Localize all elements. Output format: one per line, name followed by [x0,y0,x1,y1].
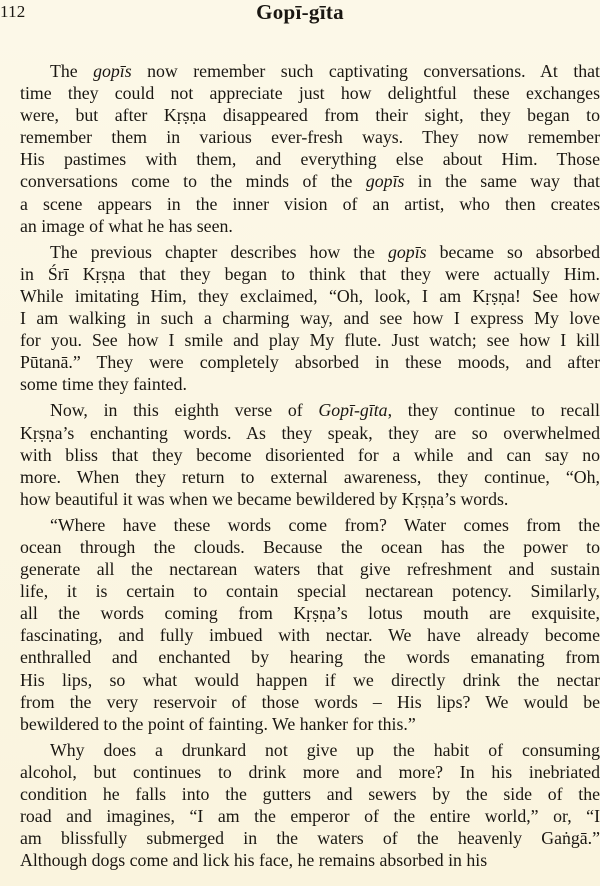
text-line: While imitating Him, they exclaimed, “Oh, look, I am Kṛṣṇa! See how [20,285,600,306]
text-line: road and imagines, “I am the emperor of the entire world,” or, “I [20,806,600,827]
text-line: Why does a drunkard not give up the habit of consuming [50,739,600,760]
text-line: Now, in this eighth verse of Gopī-gīta, they continue to recall [50,400,600,421]
paragraph [20,60,600,237]
paragraph [20,399,600,509]
text-line: in Śrī Kṛṣṇa that they began to think that they were actually Him. [20,263,600,284]
text-line: ocean through the clouds. Because the ocean has the power to [20,536,600,557]
text-line: were, but after Kṛṣṇa disappeared from their sight, they began to [20,105,600,126]
text-line: condition he falls into the gutters and sewers by the side of the [20,784,600,804]
page-header [0,2,600,26]
text-line: more. When they return to external awareness, they continue, “Oh, [20,466,600,487]
text-line: remember them in various ever-fresh ways. They now remember [20,127,600,148]
text-line: how beautiful it was when we became bewildered by Kṛṣṇa’s words. [20,488,509,509]
text-line: His pastimes with them, and everything else about Him. Those [20,149,600,170]
text-line: Pūtanā.” They were completely absorbed in these moods, and after [20,352,600,373]
text-line: generate all the nectarean waters that give refreshment and sustain [20,559,600,580]
text-line: “Where have these words come from? Water comes from the [50,514,600,535]
text-line: all the words coming from Kṛṣṇa’s lotus mouth are exquisite, [20,603,600,624]
text-line: The previous chapter describes how the gopīs became so absorbed [50,241,600,262]
paragraph [20,514,600,735]
text-line: His lips, so what would happen if we directly drink the nectar [20,669,600,690]
text-line: Kṛṣṇa’s enchanting words. As they speak, they are so overwhelmed [20,422,600,443]
page-number: 112 [0,2,26,21]
text-line: for you. See how I smile and play My flute. Just watch; see how I kill [20,330,600,351]
paragraph [20,739,600,872]
text-line: with bliss that they become disoriented for a while and can say no [20,444,600,465]
text-line: from the very reservoir of those words – His lips? We would be [20,691,600,712]
text-line: conversations come to the minds of the gopīs in the same way that [20,171,600,192]
running-title: Gopī-gīta [256,0,344,24]
text-line: fascinating, and fully imbued with nectar. We have already become [20,625,600,646]
text-line: Although dogs come and lick his face, he remains absorbed in his [20,850,488,871]
text-line: time they could not appreciate just how delightful these exchanges [20,83,600,104]
text-line: enthralled and enchanted by hearing the words emanating from [20,647,600,668]
text-line: life, it is certain to contain special nectarean potency. Similarly, [20,581,600,602]
text-line: an image of what he has seen. [20,215,233,236]
text-line: some time they fainted. [20,374,187,395]
text-line: a scene appears in the inner vision of an artist, who then creates [20,193,600,214]
paragraph [20,241,600,396]
text-line: am blissfully submerged in the waters of the heavenly Gaṅgā.” [20,828,600,849]
text-line: alcohol, but continues to drink more and more? In his inebriated [20,761,600,782]
text-line: bewildered to the point of fainting. We hanker for this.” [20,713,416,734]
text-line: The gopīs now remember such captivating conversations. At that [50,61,600,81]
text-line: I am walking in such a charming way, and see how I express My love [20,308,600,329]
body-text [20,60,600,871]
